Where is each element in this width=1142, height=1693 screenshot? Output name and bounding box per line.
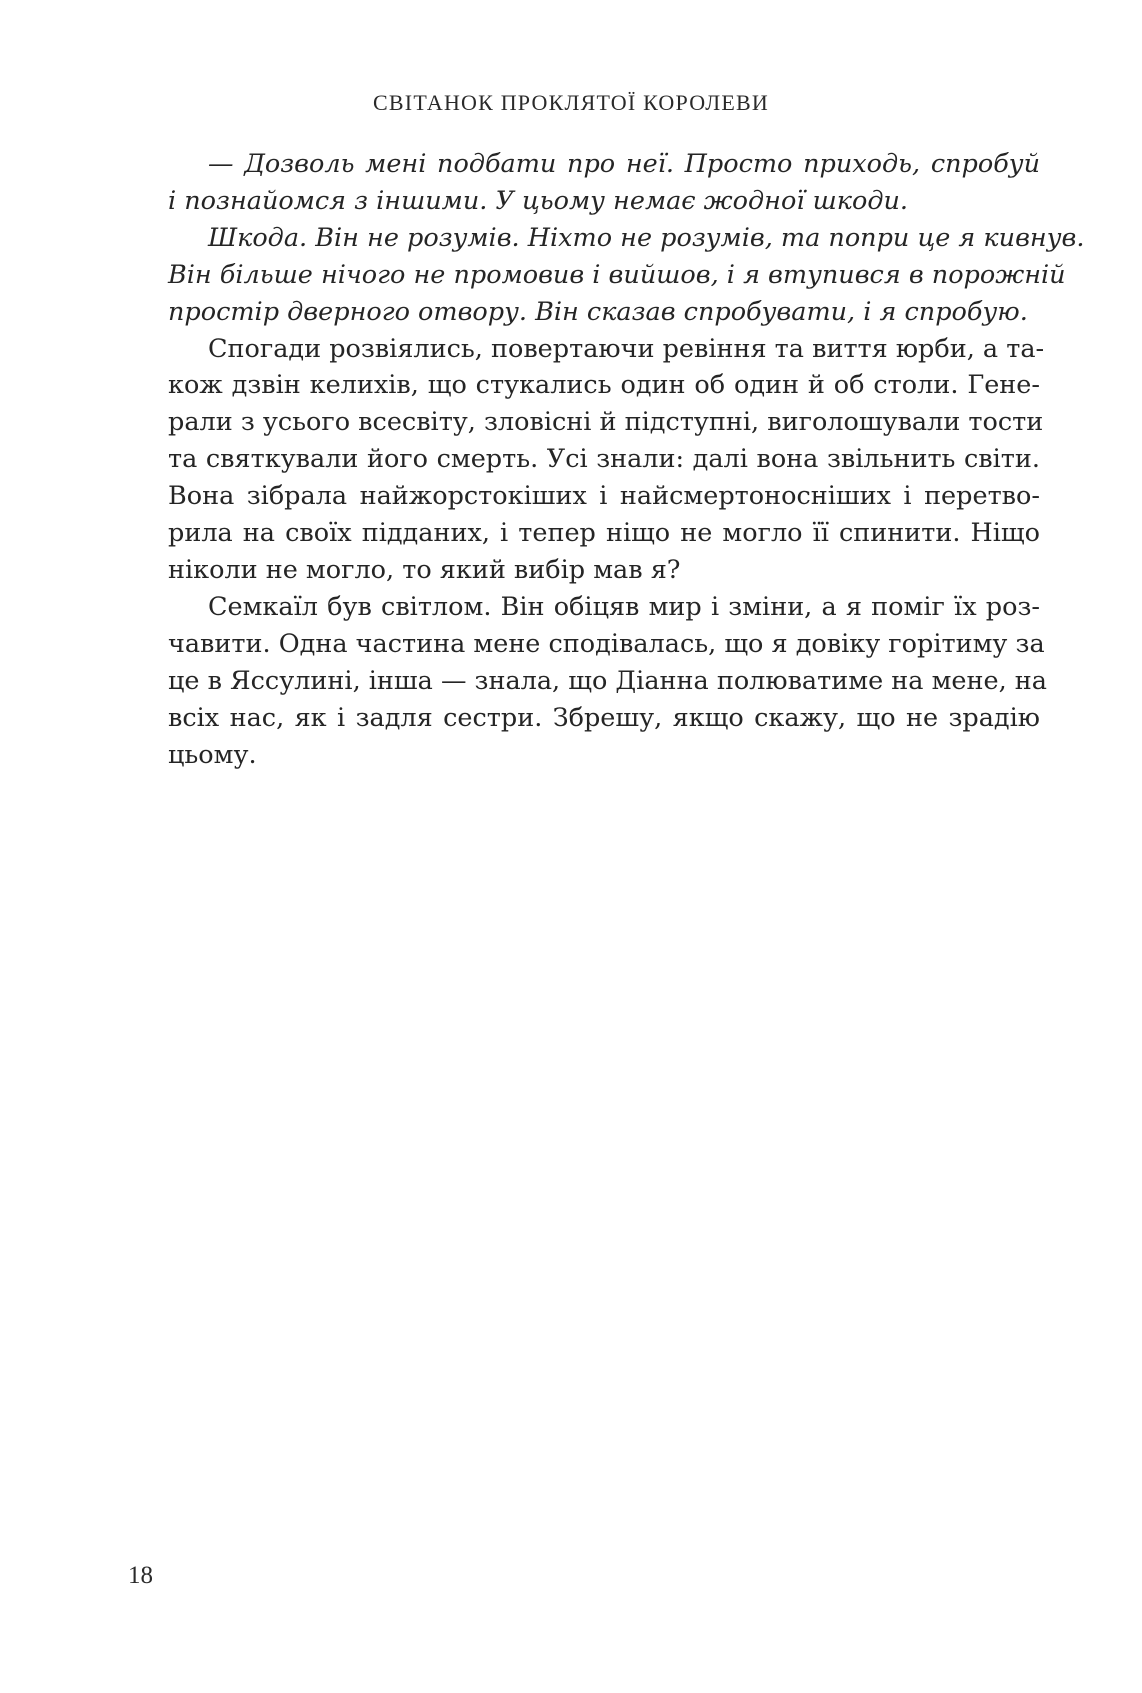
text-line: ніколи не могло, то який вибір мав я? xyxy=(168,554,681,585)
paragraph-dialogue xyxy=(128,146,1040,220)
text-line: Шкода. Він не розумів. Ніхто не розумів, та попри це я кивнув. xyxy=(208,222,1085,253)
text-line: Спогади розвіялись, повертаючи ревіння та виття юрби, а та- xyxy=(208,333,1045,364)
paragraph-flashback xyxy=(128,220,1085,331)
text-line: кож дзвін келихів, що стукались один об один й об столи. Гене- xyxy=(168,370,1040,401)
paragraph-semkail xyxy=(128,589,1047,774)
text-line: Вона зібрала найжорстокіших і найсмертоносніших і перетво- xyxy=(168,481,1040,512)
paragraph-memories xyxy=(128,331,1045,589)
text-line: це в Яссулині, інша — знала, що Діанна полюватиме на мене, на xyxy=(168,665,1047,696)
page-number: 18 xyxy=(128,1562,153,1589)
text-line: простір дверного отвору. Він сказав спробувати, і я спробую. xyxy=(168,296,1028,327)
body-text xyxy=(128,146,1085,773)
text-line: всіх нас, як і задля сестри. Збрешу, якщо скажу, що не зрадію xyxy=(168,702,1040,733)
text-line: цьому. xyxy=(168,739,257,770)
text-line: Він більше нічого не промовив і вийшов, і я втупився в порожній xyxy=(168,259,1066,290)
text-line: і познайомся з іншими. У цьому немає жодної шкоди. xyxy=(168,185,909,216)
text-line: Семкаїл був світлом. Він обіцяв мир і зміни, а я поміг їх роз- xyxy=(208,591,1040,622)
text-line: рали з усього всесвіту, зловісні й підступні, виголошували тости xyxy=(168,407,1044,438)
running-header: СВІТАНОК ПРОКЛЯТОЇ КОРОЛЕВИ xyxy=(373,90,769,115)
text-line: рила на своїх підданих, і тепер ніщо не могло її спинити. Ніщо xyxy=(168,518,1040,549)
text-line: — Дозволь мені подбати про неї. Просто приходь, спробуй xyxy=(208,149,1040,179)
text-line: чавити. Одна частина мене сподівалась, що я довіку горітиму за xyxy=(168,628,1045,659)
text-line: та святкували його смерть. Усі знали: далі вона звільнить світи. xyxy=(168,444,1040,475)
